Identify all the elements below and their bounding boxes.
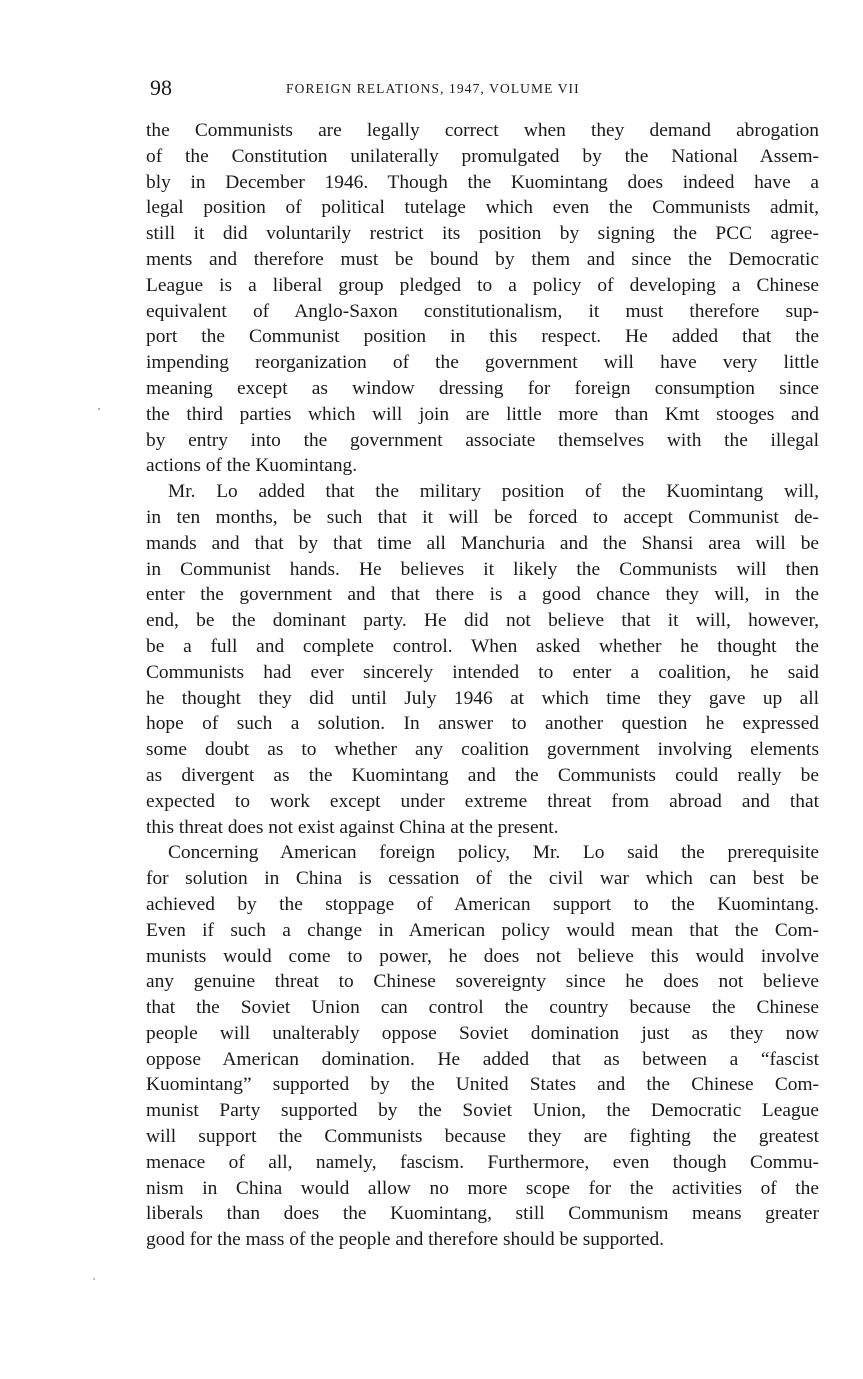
text-line: the third parties which will join are little more than Kmt stooges and <box>146 403 819 425</box>
text-line: bly in December 1946. Though the Kuomintang does indeed have a <box>146 171 819 193</box>
text-line: menace of all, namely, fascism. Furthermore, even though Commu- <box>146 1151 819 1173</box>
paragraph-3 <box>146 840 819 1253</box>
text-line: the Communists are legally correct when they demand abrogation <box>146 120 819 141</box>
text-line: equivalent of Anglo-Saxon constitutionalism, it must therefore sup- <box>146 300 819 322</box>
text-line: any genuine threat to Chinese sovereignty since he does not believe <box>146 971 819 993</box>
margin-speck <box>98 408 100 410</box>
text-line: mands and that by that time all Manchuria and the Shansi area will be <box>146 532 819 554</box>
text-line: of the Constitution unilaterally promulgated by the National Assem- <box>146 145 819 167</box>
text-line: some doubt as to whether any coalition government involving elements <box>146 739 819 761</box>
text-line: as divergent as the Kuomintang and the Communists could really be <box>146 764 819 786</box>
text-line: this threat does not exist against China at the present. <box>146 816 559 838</box>
text-line: oppose American domination. He added that as between a “fascist <box>146 1048 819 1070</box>
text-line: in ten months, be such that it will be forced to accept Communist de- <box>146 506 819 528</box>
text-line: be a full and complete control. When asked whether he thought the <box>146 635 819 657</box>
text-line: legal position of political tutelage which even the Communists admit, <box>146 197 819 219</box>
running-title: FOREIGN RELATIONS, 1947, VOLUME VII <box>286 81 580 96</box>
text-line: ments and therefore must be bound by them and since the Democratic <box>146 248 819 270</box>
text-line: munists would come to power, he does not believe this would involve <box>146 945 819 967</box>
text-line: achieved by the stoppage of American support to the Kuomintang. <box>146 893 819 915</box>
text-line: hope of such a solution. In answer to another question he expressed <box>146 713 819 735</box>
text-line: Even if such a change in American policy would mean that the Com- <box>146 919 819 941</box>
text-line: that the Soviet Union can control the country because the Chinese <box>146 997 819 1019</box>
text-line: by entry into the government associate themselves with the illegal <box>146 429 819 451</box>
text-line: people will unalterably oppose Soviet domination just as they now <box>146 1022 819 1044</box>
margin-speck <box>93 1278 95 1280</box>
running-head <box>146 76 819 104</box>
text-line: Concerning American foreign policy, Mr. Lo said the prerequisite <box>168 842 819 864</box>
text-line: in Communist hands. He believes it likely the Communists will then <box>146 558 819 580</box>
text-line: nism in China would allow no more scope for the activities of the <box>146 1177 819 1199</box>
text-line: for solution in China is cessation of the civil war which can best be <box>146 868 819 890</box>
text-line: Communists had ever sincerely intended to enter a coalition, he said <box>146 661 819 683</box>
text-line: he thought they did until July 1946 at which time they gave up all <box>146 687 819 709</box>
paragraph-2 <box>146 479 819 840</box>
text-line: enter the government and that there is a good chance they will, in the <box>146 584 819 606</box>
text-line: meaning except as window dressing for foreign consumption since <box>146 377 819 399</box>
page-number: 98 <box>150 75 172 100</box>
paragraph-1 <box>146 118 819 479</box>
text-line: Kuomintang” supported by the United States and the Chinese Com- <box>146 1074 819 1096</box>
text-line: liberals than does the Kuomintang, still Communism means greater <box>146 1203 819 1225</box>
text-line: expected to work except under extreme threat from abroad and that <box>146 790 819 812</box>
text-line: port the Communist position in this respect. He added that the <box>146 326 819 348</box>
text-line: end, be the dominant party. He did not believe that it will, however, <box>146 610 819 632</box>
text-line: actions of the Kuomintang. <box>146 455 358 477</box>
text-line: still it did voluntarily restrict its position by signing the PCC agree- <box>146 223 819 245</box>
text-line: will support the Communists because they are fighting the greatest <box>146 1126 819 1148</box>
text-line: good for the mass of the people and therefore should be supported. <box>146 1229 665 1251</box>
text-line: Mr. Lo added that the military position of the Kuomintang will, <box>168 481 819 503</box>
text-line: League is a liberal group pledged to a policy of developing a Chinese <box>146 274 819 296</box>
text-line: munist Party supported by the Soviet Union, the Democratic League <box>146 1100 819 1122</box>
body-text <box>146 118 819 1253</box>
document-page <box>146 0 819 1379</box>
text-line: impending reorganization of the government will have very little <box>146 352 819 374</box>
